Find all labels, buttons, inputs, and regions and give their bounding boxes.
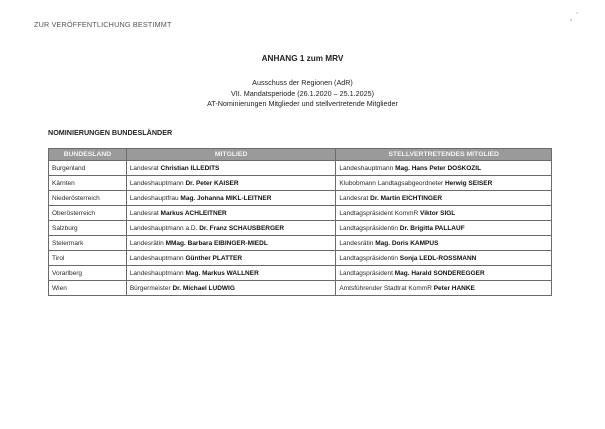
subheading-nominations: AT-Nominierungen Mitglieder und stellvertretende Mitglieder [207, 99, 398, 108]
member-name: MMag. Barbara EIBINGER-MIEDL [165, 239, 268, 247]
cell-mitglied [126, 251, 336, 266]
column-header-bundesland: BUNDESLAND [49, 149, 127, 161]
table-row [49, 221, 552, 236]
deputy-name: Dr. Brigitta PALLAUF [399, 224, 465, 232]
cell-bundesland: Oberösterreich [49, 206, 127, 221]
cell-stellvertreter [336, 266, 552, 281]
member-name: Mag. Johanna MIKL-LEITNER [180, 194, 272, 202]
deputy-role: Landesrätin [339, 239, 376, 247]
deputy-name: Viktor SIGL [420, 209, 456, 217]
cell-bundesland: Wien [49, 281, 127, 296]
member-role: Landesrätin [129, 239, 166, 247]
cell-stellvertreter [336, 251, 552, 266]
member-role: Landesrat [129, 164, 161, 172]
deputy-role: Landesrat [339, 194, 371, 202]
table-row [49, 251, 552, 266]
member-role: Landeshauptmann [129, 254, 186, 262]
table-row [49, 266, 552, 281]
cell-mitglied [126, 176, 336, 191]
deputy-name: Mag. Doris KAMPUS [375, 239, 439, 247]
cell-stellvertreter [336, 191, 552, 206]
deputy-name: Mag. Harald SONDEREGGER [394, 269, 485, 277]
member-role: Landeshauptmann a.D. [129, 224, 200, 232]
deputy-role: Amtsführender Stadtrat KommR [339, 284, 434, 292]
deputy-role: Landeshauptmann [339, 164, 396, 172]
cell-stellvertreter [336, 161, 552, 176]
member-name: Markus ACHLEITNER [160, 209, 227, 217]
member-role: Bürgermeister [129, 284, 173, 292]
deputy-name: Herwig SEISER [444, 179, 493, 187]
deputy-name: Sonja LEDL-ROSSMANN [399, 254, 477, 262]
deputy-name: Peter HANKE [433, 284, 475, 292]
cell-mitglied [126, 206, 336, 221]
cell-mitglied [126, 221, 336, 236]
table-row [49, 161, 552, 176]
member-name: Christian ILLEDITS [160, 164, 220, 172]
deputy-role: Landtagspräsidentin [339, 254, 400, 262]
subheading-committee: Ausschuss der Regionen (AdR) [252, 78, 353, 87]
cell-stellvertreter [336, 236, 552, 251]
cell-stellvertreter [336, 221, 552, 236]
nominations-table [48, 148, 552, 296]
cell-bundesland: Niederösterreich [49, 191, 127, 206]
cell-mitglied [126, 236, 336, 251]
cell-stellvertreter [336, 176, 552, 191]
table-row [49, 176, 552, 191]
cell-bundesland: Burgenland [49, 161, 127, 176]
cell-bundesland: Steiermark [49, 236, 127, 251]
member-name: Dr. Peter KAISER [185, 179, 239, 187]
cell-bundesland: Vorarlberg [49, 266, 127, 281]
member-role: Landeshauptfrau [129, 194, 181, 202]
deputy-role: Landtagspräsident [339, 269, 395, 277]
scan-mark-icon [569, 10, 579, 24]
cell-bundesland: Salzburg [49, 221, 127, 236]
deputy-name: Mag. Hans Peter DOSKOZIL [395, 164, 482, 172]
member-name: Dr. Michael LUDWIG [172, 284, 235, 292]
table-row [49, 281, 552, 296]
cell-mitglied [126, 191, 336, 206]
cell-mitglied [126, 266, 336, 281]
deputy-role: Klubobmann Landtagsabgeordneter [339, 179, 445, 187]
table-row [49, 236, 552, 251]
cell-mitglied [126, 281, 336, 296]
document-title: ANHANG 1 zum MRV [261, 54, 344, 63]
deputy-name: Dr. Martin EICHTINGER [370, 194, 443, 202]
cell-stellvertreter [336, 281, 552, 296]
member-name: Mag. Markus WALLNER [185, 269, 259, 277]
member-role: Landesrat [129, 209, 161, 217]
cell-mitglied [126, 161, 336, 176]
document-subheadings [0, 78, 605, 110]
member-role: Landeshauptmann [129, 269, 186, 277]
cell-bundesland: Tirol [49, 251, 127, 266]
member-role: Landeshauptmann [129, 179, 186, 187]
section-title: NOMINIERUNGEN BUNDESLÄNDER [48, 128, 173, 137]
column-header-stellvertreter: STELLVERTRETENDES MITGLIED [336, 149, 552, 161]
member-name: Dr. Franz SCHAUSBERGER [199, 224, 285, 232]
cell-stellvertreter [336, 206, 552, 221]
publication-note: ZUR VERÖFFENTLICHUNG BESTIMMT [34, 20, 172, 29]
deputy-role: Landtagspräsident KommR [339, 209, 420, 217]
table-row [49, 191, 552, 206]
subheading-mandate-period: VII. Mandatsperiode (26.1.2020 – 25.1.2025) [230, 88, 375, 98]
table-header-row [49, 149, 552, 161]
table-row [49, 206, 552, 221]
cell-bundesland: Kärnten [49, 176, 127, 191]
deputy-role: Landtagspräsidentin [339, 224, 400, 232]
member-name: Günther PLATTER [185, 254, 243, 262]
column-header-mitglied: MITGLIED [126, 149, 336, 161]
